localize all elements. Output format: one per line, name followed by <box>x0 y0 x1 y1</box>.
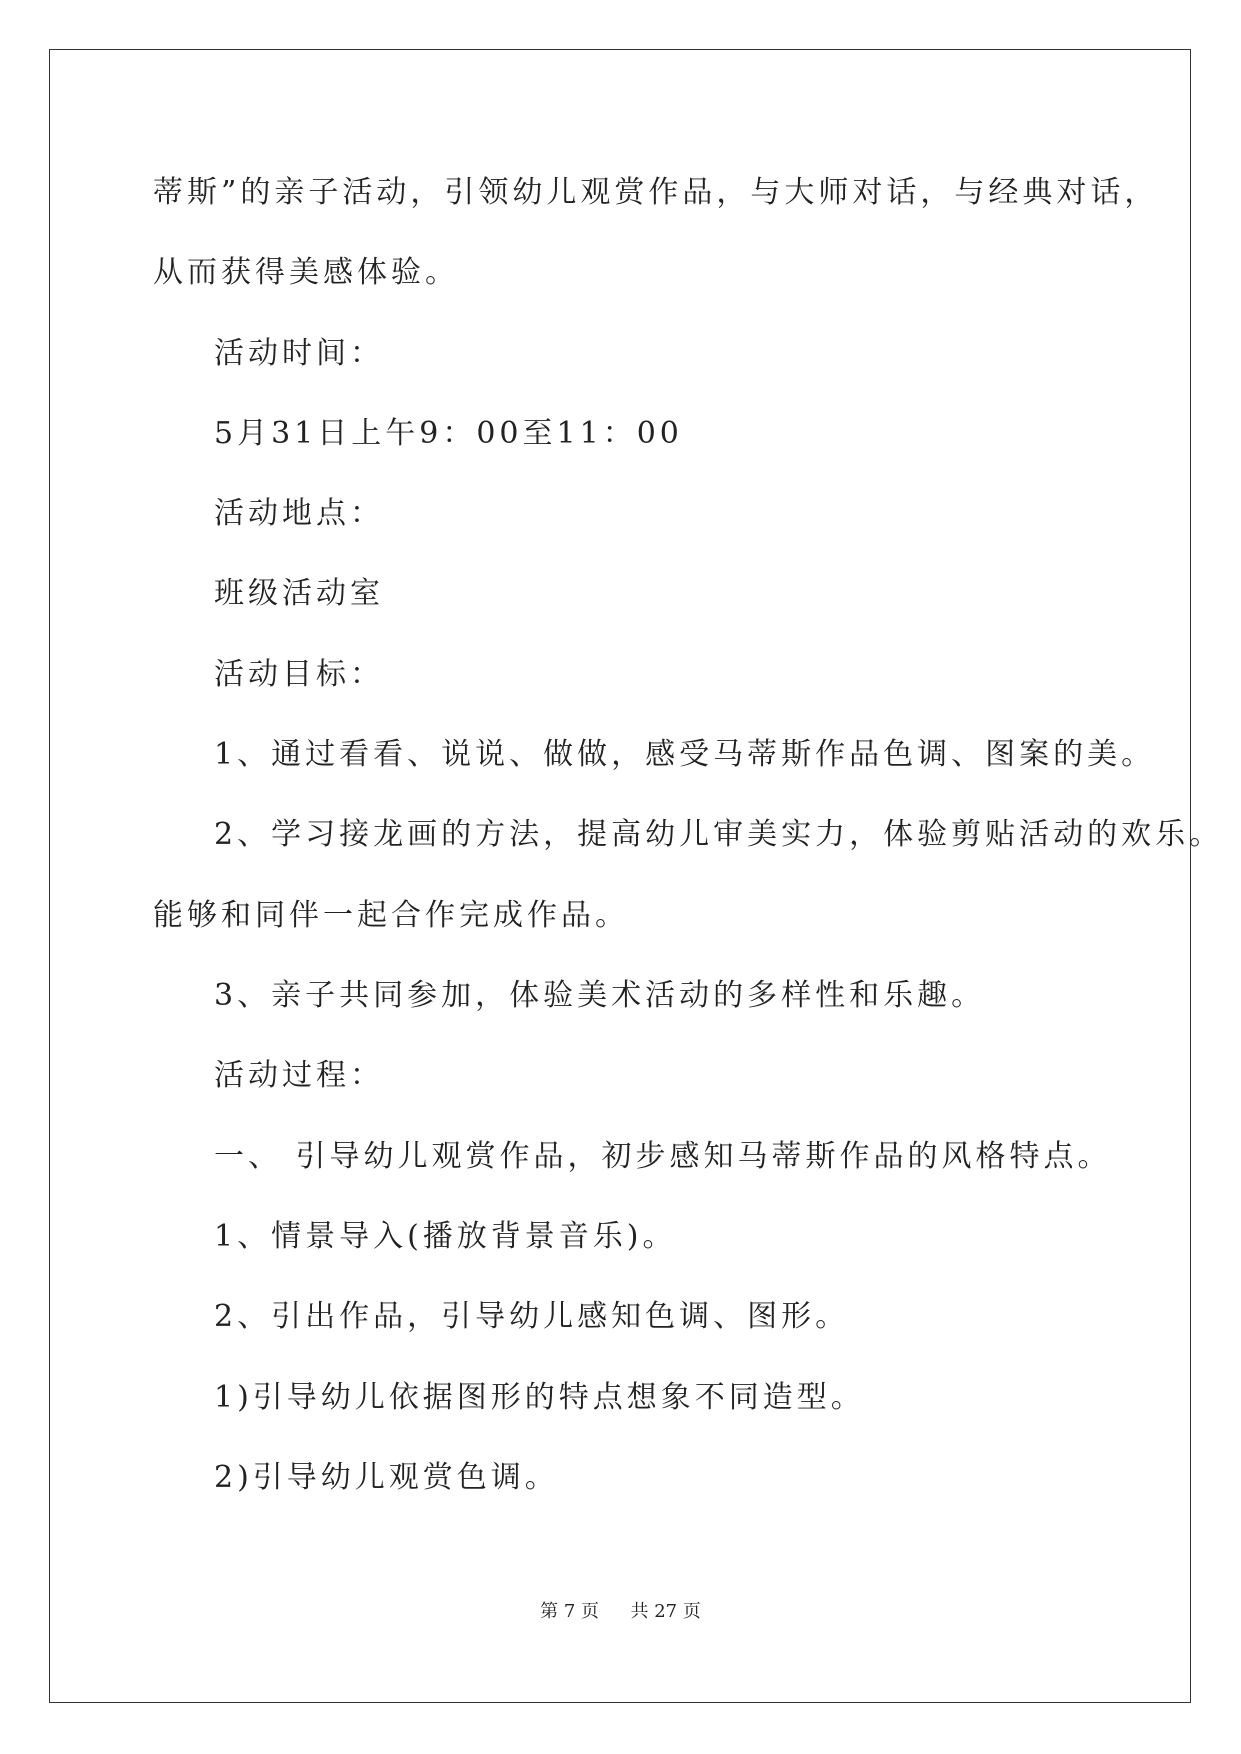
page-border <box>49 49 1191 1703</box>
goal-item-2-continued: 能够和同伴一起合作完成作品。 <box>153 898 629 933</box>
section-heading-time: 活动时间： <box>214 336 384 371</box>
body-text-line: 蒂斯”的亲子活动，引领幼儿观赏作品，与大师对话，与经典对话， <box>153 175 1159 210</box>
page-number: 第 7 页 <box>540 1601 600 1622</box>
process-substep-2-a: 1)引导幼儿依据图形的特点想象不同造型。 <box>214 1380 865 1415</box>
process-substep-2-b: 2)引导幼儿观赏色调。 <box>214 1460 559 1495</box>
page-footer <box>0 1600 1241 1624</box>
activity-location-value: 班级活动室 <box>214 576 384 611</box>
section-heading-location: 活动地点： <box>214 496 384 531</box>
total-pages: 共 27 页 <box>630 1601 701 1622</box>
goal-item-3: 3、亲子共同参加，体验美术活动的多样性和乐趣。 <box>214 978 986 1013</box>
section-heading-process: 活动过程： <box>214 1058 384 1093</box>
body-text-line: 从而获得美感体验。 <box>153 255 459 290</box>
process-step-1: 一、 引导幼儿观赏作品，初步感知马蒂斯作品的风格特点。 <box>214 1139 1112 1174</box>
section-heading-goals: 活动目标： <box>214 657 384 692</box>
process-substep-1: 1、情景导入(播放背景音乐)。 <box>214 1219 677 1254</box>
goal-item-1: 1、通过看看、说说、做做，感受马蒂斯作品色调、图案的美。 <box>214 737 1156 772</box>
process-substep-2: 2、引出作品，引导幼儿感知色调、图形。 <box>214 1299 850 1334</box>
activity-time-value: 5月31日上午9：00至11：00 <box>214 416 683 451</box>
goal-item-2: 2、学习接龙画的方法，提高幼儿审美实力，体验剪贴活动的欢乐。 <box>214 817 1224 852</box>
